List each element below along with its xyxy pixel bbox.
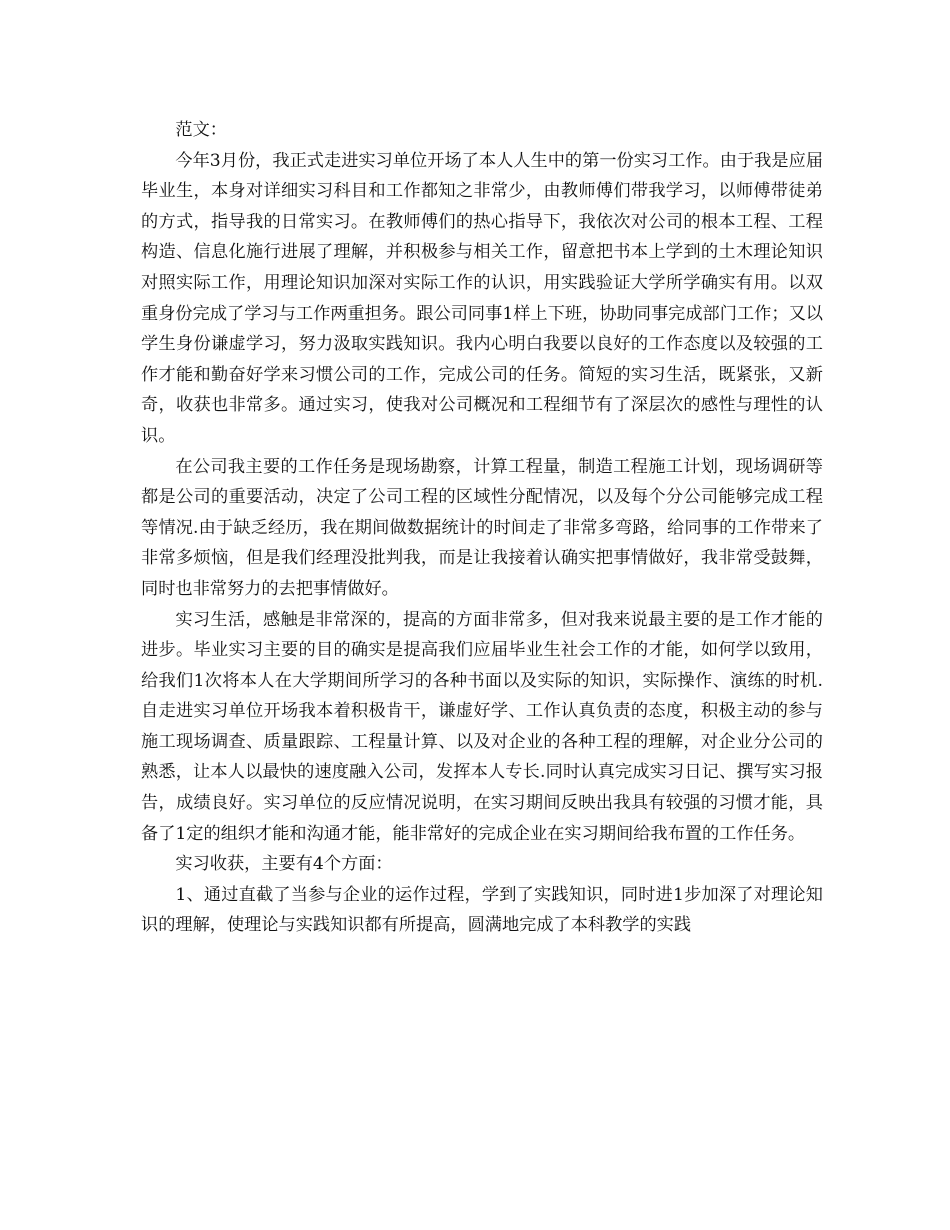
salutation-paragraph: 范文： xyxy=(175,120,227,140)
paragraph: 在公司我主要的工作任务是现场勘察，计算工程量，制造工程施工计划，现场调研等都是公司的重要活动，决定了公司工程的区域性分配情况，以及每个分公司能够完成工程等情况.由于缺乏经历，我在期间做数据统计的时间走了非常多弯路，给同事的工作带来了非常多烦恼，但是我们经理没批判我，而是让我接着认确实把事情做好，我非常受鼓舞，同时也非常努力的去把事情做好。 xyxy=(141,456,823,599)
list-item-paragraph: 1、通过直截了当参与企业的运作过程，学到了实践知识，同时进1步加深了对理论知识的理解，使理论与实践知识都有所提高，圆满地完成了本科教学的实践 xyxy=(141,884,823,936)
document-body xyxy=(141,115,823,941)
paragraph: 实习收获，主要有4个方面： xyxy=(175,854,393,875)
paragraph: 今年3月份，我正式走进实习单位开场了本人人生中的第一份实习工作。由于我是应届毕业生，本身对详细实习科目和工作都知之非常少，由教师傅们带我学习，以师傅带徒弟的方式，指导我的日常实习。在教师傅们的热心指导下，我依次对公司的根本工程、工程构造、信息化施行进展了理解，并积极参与相关工作，留意把书本上学到的土木理论知识对照实际工作，用理论知识加深对实际工作的认识，用实践验证大学所学确实有用。以双重身份完成了学习与工作两重担务。跟公司同事1样上下班，协助同事完成部门工作；又以学生身份谦虚学习，努力汲取实践知识。我内心明白我要以良好的工作态度以及较强的工作才能和勤奋好学来习惯公司的工作，完成公司的任务。简短的实习生活，既紧张，又新奇，收获也非常多。通过实习，使我对公司概况和工程细节有了深层次的感性与理性的认识。 xyxy=(141,150,823,446)
paragraph: 实习生活，感触是非常深的，提高的方面非常多，但对我来说最主要的是工作才能的进步。毕业实习主要的目的确实是提高我们应届毕业生社会工作的才能，如何学以致用，给我们1次将本人在大学期间所学习的各种书面以及实际的知识，实际操作、演练的时机.自走进实习单位开场我本着积极肯干，谦虚好学、工作认真负责的态度，积极主动的参与施工现场调查、质量跟踪、工程量计算、以及对企业的各种工程的理解，对企业分公司的熟悉，让本人以最快的速度融入公司，发挥本人专长.同时认真完成实习日记、撰写实习报告，成绩良好。实习单位的反应情况说明，在实习期间反映出我具有较强的习惯才能，具备了1定的组织才能和沟通才能，能非常好的完成企业在实习期间给我布置的工作任务。 xyxy=(141,609,823,844)
